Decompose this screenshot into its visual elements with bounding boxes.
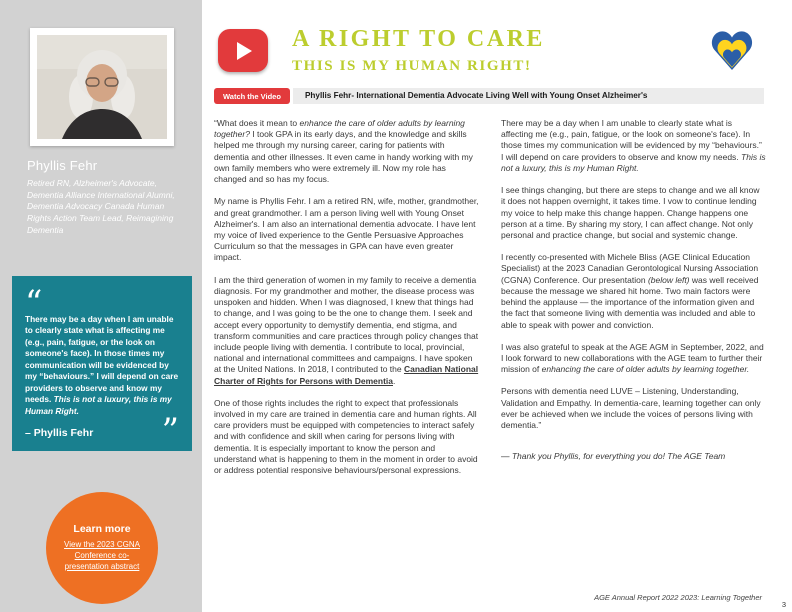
text-run: (below left)	[647, 274, 690, 285]
portrait-photo-image	[37, 35, 167, 139]
text-run: Persons with dementia need LUVE – Listening, Understanding, Validation and Empathy. In dementia-care, learning together can only ever be achieved when we include the voices of persons living with dementia.”	[501, 386, 761, 431]
text-run: “What does it mean to	[214, 118, 300, 128]
text-run: enhance the care of older adults by learning together?	[214, 118, 465, 140]
text-run: was well received because the message we shared hit home. Two main factors were behind the applause — the importance of the information given and the fact that someone living with dementia was included and able to able to speak with power and conviction.	[501, 274, 759, 330]
text-run: I see things changing, but there are steps to change and we all know it does not happen overnight, it takes time. I vow to continue lending my voice to help make this change happen. Change happens one person at a time. By sharing my story, I can affect change. Not only personal and practice change, but social and systemic change.	[501, 185, 760, 240]
person-bio: Retired RN, Alzheimer's Advocate, Dementia Alliance International Alumni, Dementia Advocacy Canada Human Rights Action Team Lead, Reimagining Dementia	[27, 178, 175, 235]
portrait-photo	[30, 28, 174, 146]
paragraph	[214, 118, 479, 185]
inline-link[interactable]: Canadian National Charter of Rights for Persons with Dementia	[214, 364, 479, 386]
paragraph	[501, 386, 766, 431]
article-subtitle: THIS IS MY HUMAN RIGHT!	[292, 58, 532, 74]
article-body	[214, 118, 766, 487]
paragraph	[501, 118, 766, 174]
text-run: My name is Phyllis Fehr. I am a retired RN, wife, mother, grandmother, and great grandmother. I am a person living well with Young Onset Alzheimer's. I am also an international dementia advocate. I have lent my voice of lived experience to the Gentle Persuasive Approaches Curriculum so that the messages in GPA can have even greater impact.	[214, 196, 479, 263]
quote-attribution: – Phyllis Fehr	[25, 426, 94, 439]
paragraph	[214, 275, 479, 387]
play-triangle-icon	[237, 42, 252, 60]
paragraph	[214, 196, 479, 263]
pull-quote	[12, 276, 192, 451]
text-run: .	[393, 375, 396, 386]
learn-more-title: Learn more	[73, 523, 131, 536]
text-run: There may be a day when I am unable to clearly state what is affecting me (e.g., pain, fatigue, or the look on someone's face). In those times my communication will be evidenced by my “behaviours.” I will depend on care providers to observe and know my needs.	[501, 118, 762, 162]
paragraph	[501, 342, 766, 376]
open-quote-icon: “	[25, 283, 43, 323]
text-run: One of those rights includes the right to expect that professionals involved in my care are trained in dementia care and human rights. All care providers must be equipped with competencies to interact safely and with confidence and skill when caring for persons living with dementia. It is especially important to know the person and understand what is happening to them in the moment in order to avoid or address potential responsive behaviours/personal expressions.	[214, 397, 478, 476]
text-run: I am the third generation of women in my family to receive a dementia diagnosis. For my grandmother and mother, the disease process was unspoken and hidden. When I was diagnosed, I knew that things had to change, and I was going to be the one to change them. I seek and accept every opportunity to demystify dementia, end stigma, and transform communities and care practices through policy changes that include people living with dementia. I contribute to local, provincial, national and international committees and campaigns. I have spoken at the United Nations. In 2018, I contributed to the	[214, 274, 479, 375]
video-play-icon[interactable]	[218, 29, 268, 72]
paragraph	[501, 451, 766, 462]
page-number: 3	[781, 600, 786, 609]
sidebar	[0, 0, 202, 612]
watch-video-button[interactable]: Watch the Video	[214, 88, 290, 104]
heart-logo-icon	[708, 28, 756, 79]
article-main	[202, 0, 792, 612]
cgna-abstract-link[interactable]: View the 2023 CGNA Conference co-presentation abstract	[64, 540, 140, 571]
text-run: I recently co-presented with Michele Bliss (AGE Clinical Education Specialist) at the 2023 Canadian Gerontological Nursing Association (CGNA) Conference. Our presentation	[501, 252, 759, 285]
paragraph	[214, 398, 479, 477]
article-column-right	[501, 118, 766, 487]
person-name: Phyllis Fehr	[27, 158, 98, 173]
byline-row	[214, 88, 764, 104]
paragraph	[501, 185, 766, 241]
text-run: enhancing the care of older adults by learning together.	[541, 364, 750, 375]
text-run: — Thank you Phyllis, for everything you do! The AGE Team	[501, 451, 726, 462]
pull-quote-text: There may be a day when I am unable to clearly state what is affecting me (e.g., pain, fatigue, or the look on someone's face). In those times my communication will be evidenced by my “behaviours.” I will depend on care providers to observe and know my needs. This is not a luxury, this is my Human Right.	[25, 314, 179, 416]
report-footer: AGE Annual Report 2022 2023: Learning Together	[594, 593, 762, 602]
article-column-left	[214, 118, 479, 487]
text-run: This is not a luxury, this is my Human Right.	[501, 151, 766, 173]
text-run: I was also grateful to speak at the AGE AGM in September, 2022, and I look forward to new collaborations with the AGE team to further their mission of	[501, 341, 764, 375]
pull-quote-footer	[25, 410, 179, 451]
learn-more-badge	[46, 492, 158, 604]
byline-text: Phyllis Fehr- International Dementia Advocate Living Well with Young Onset Alzheimer's	[293, 88, 764, 104]
text-run: I took GPA in its early days, and the knowledge and skills helped me through my nursing career, caring for patients with dementia and other illnesses. It even came in handy working with my own family members who were extremely ill. Now my role has changed and so has my focus.	[214, 129, 473, 185]
article-titles	[292, 26, 545, 75]
paragraph	[501, 252, 766, 331]
close-quote-icon: ”	[161, 410, 179, 451]
article-title: A RIGHT TO CARE	[292, 26, 545, 52]
